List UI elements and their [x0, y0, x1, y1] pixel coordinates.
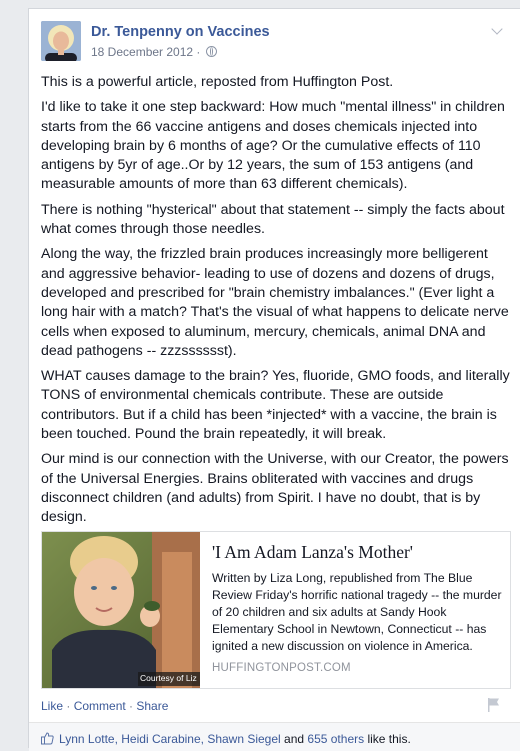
post-paragraph: I'd like to take it one step backward: How much "mental illness" in children starts from the 66 vaccine antigens and doses chemicals injected into developing brain by 6 months of age? Or the cumulative effects of 110 antigens by 5yr of age..Or by 12 years, the sum of 153 antigens (and measurable amounts of more than 63 different chemicals).: [41, 99, 505, 193]
action-separator: ·: [125, 699, 137, 713]
flag-icon[interactable]: [487, 697, 501, 718]
post-header: [41, 21, 511, 69]
likes-others-link[interactable]: 655 others: [307, 732, 365, 746]
post-card: [28, 8, 520, 748]
likes-summary: [29, 722, 520, 751]
author-name[interactable]: Dr. Tenpenny on Vaccines: [91, 24, 270, 40]
chevron-down-icon[interactable]: [491, 23, 502, 34]
globe-icon[interactable]: [206, 46, 217, 57]
post-meta: [91, 45, 217, 59]
likes-text: [59, 732, 411, 746]
meta-separator: ·: [193, 45, 204, 59]
post-paragraph: There is nothing "hysterical" about that statement -- simply the facts about what comes through those needles.: [41, 201, 505, 238]
link-thumbnail-photo: [42, 532, 200, 688]
post-paragraph: WHAT causes damage to the brain? Yes, fluoride, GMO foods, and literally TONS of environmental chemicals contribute. These are outside contributors. But if a child has been *injected* with a vaccine, the brain is been touched. Pound the brain repeatedly, it will break.: [41, 368, 510, 443]
likes-suffix: like this.: [364, 732, 411, 746]
thumbs-up-icon: [41, 732, 54, 750]
action-separator: ·: [63, 699, 74, 713]
link-domain: HUFFINGTONPOST.COM: [212, 662, 351, 674]
likes-and: and: [280, 732, 308, 746]
link-thumbnail[interactable]: [42, 532, 200, 688]
post-paragraph: Along the way, the frizzled brain produces increasingly more belligerent and aggressive behavior- leading to use of dozens and dozens of drugs, developed and prescribed for "brain chemistry imbalances." (Ever light a long hair with a match? That's the visual of what happens to delicate nerve cells when exposed to aluminum, mercury, chemicals, animal DNA and dead pathogens -- zzzsssssst).: [41, 246, 509, 359]
liker-names[interactable]: Lynn Lotte, Heidi Carabine, Shawn Siegel: [59, 732, 281, 746]
avatar-photo: [41, 21, 81, 61]
like-link[interactable]: Like: [41, 699, 64, 713]
post-paragraph: This is a powerful article, reposted from Huffington Post.: [41, 74, 394, 90]
image-caption: Courtesy of Liz: [140, 673, 197, 683]
author-avatar[interactable]: [41, 21, 81, 61]
flag-glyph: [487, 697, 501, 713]
post-actions: [41, 699, 168, 713]
post-paragraph: Our mind is our connection with the Universe, with our Creator, the powers of the Universal Energies. Brains obliterated with vaccines and drugs disconnect children (and adults) from Spirit. I have no doubt, that is by design.: [41, 451, 509, 526]
shared-link-card[interactable]: [41, 531, 511, 689]
post-body: [41, 73, 511, 534]
share-link[interactable]: Share: [136, 699, 169, 713]
link-title[interactable]: 'I Am Adam Lanza's Mother': [212, 542, 413, 562]
post-date[interactable]: 18 December 2012: [91, 45, 194, 59]
link-description: Written by Liza Long, republished from The Blue Review Friday's horrific national tragedy -- the murder of 20 children and six adults at Sandy Hook Elementary School in Newtown, Connecticut -- has ignited a new discussion on violence in America.: [212, 571, 502, 653]
comment-link[interactable]: Comment: [73, 699, 126, 713]
